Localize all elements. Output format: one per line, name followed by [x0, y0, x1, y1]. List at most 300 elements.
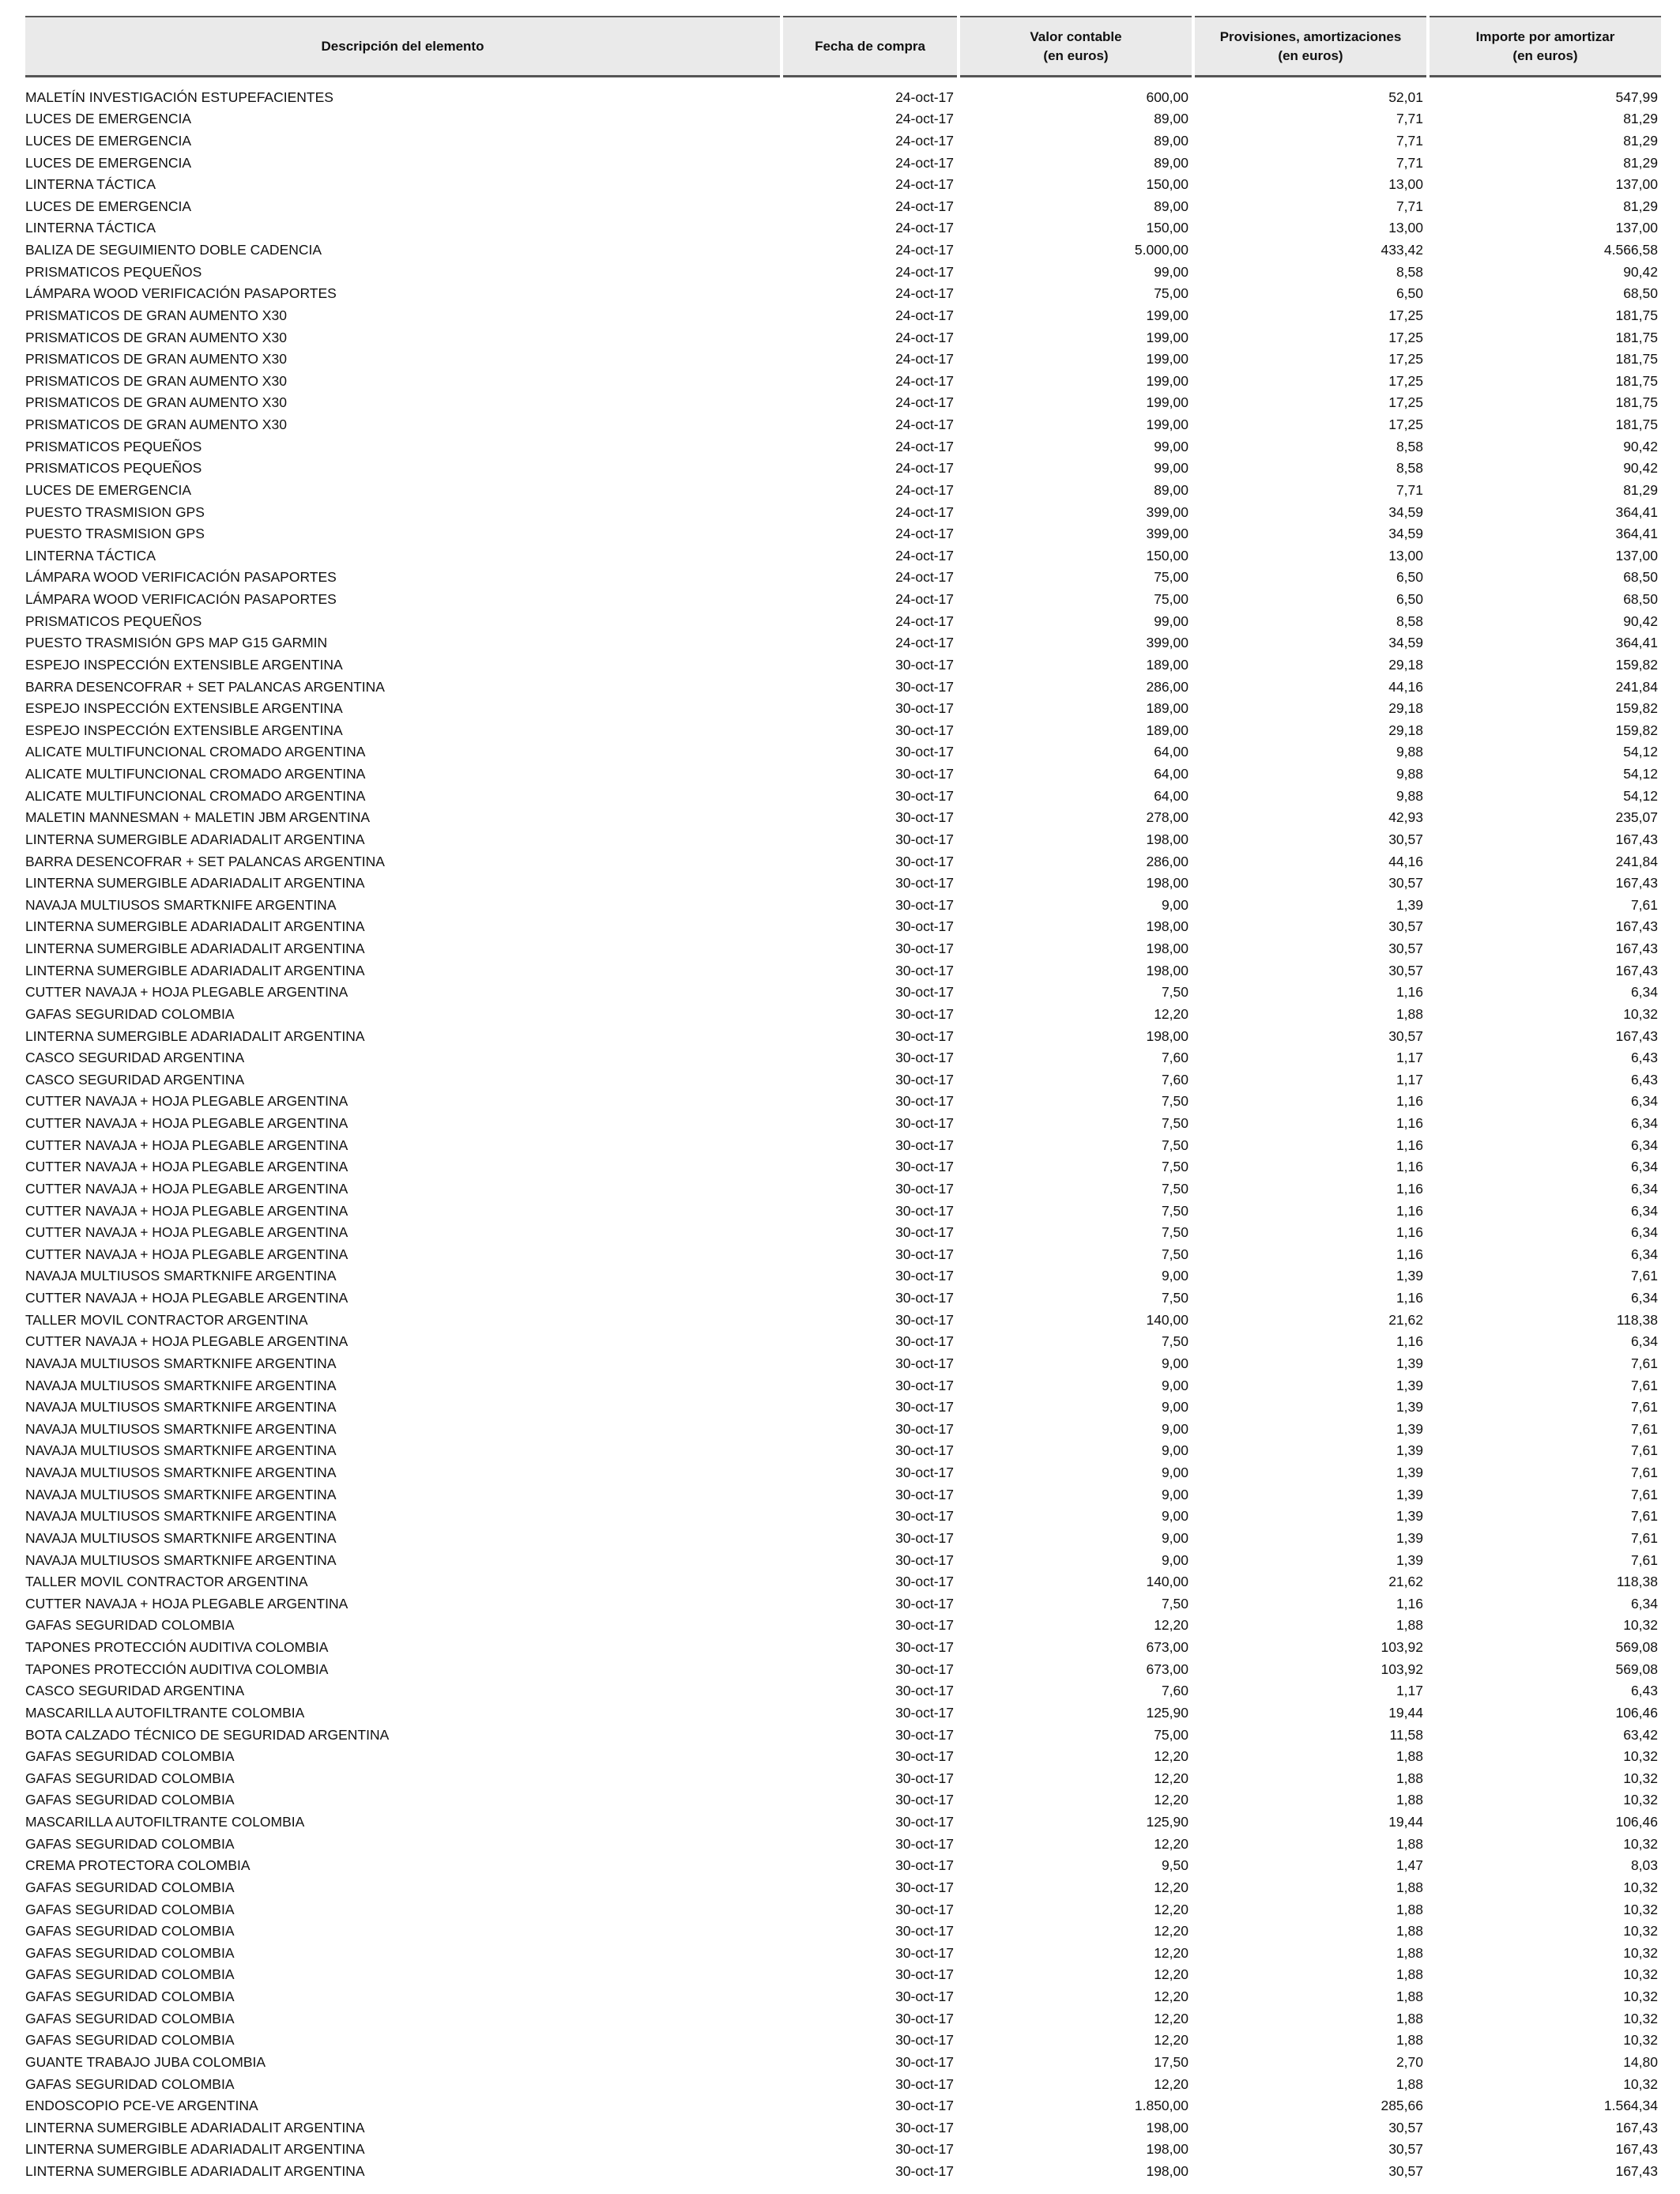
book-value: 199,00 — [1146, 372, 1188, 389]
purchase-date: 30-oct-17 — [895, 1529, 954, 1546]
table-row — [25, 782, 1661, 804]
table-row — [25, 1982, 1661, 2004]
purchase-date: 30-oct-17 — [895, 1595, 954, 1612]
purchase-date: 30-oct-17 — [895, 1989, 954, 2004]
remaining-value: 167,43 — [1615, 2141, 1658, 2158]
table-row — [25, 1262, 1661, 1284]
item-description: GAFAS SEGURIDAD COLOMBIA — [25, 1835, 235, 1852]
item-description: LINTERNA SUMERGIBLE ADARIADALIT ARGENTINA — [25, 875, 365, 892]
table-row — [25, 1458, 1661, 1480]
remaining-value: 54,12 — [1623, 744, 1658, 760]
book-value: 189,00 — [1146, 700, 1188, 717]
remaining-value: 68,50 — [1623, 569, 1658, 586]
remaining-value: 8,03 — [1630, 1857, 1658, 1874]
book-value: 75,00 — [1154, 285, 1188, 302]
provisions: 1,88 — [1396, 1792, 1423, 1808]
remaining-value: 7,61 — [1630, 896, 1658, 913]
item-description: PRISMATICOS PEQUEÑOS — [25, 460, 202, 477]
provisions: 17,25 — [1388, 394, 1423, 411]
purchase-date: 30-oct-17 — [895, 1399, 954, 1416]
table-row — [25, 978, 1661, 1001]
table-row — [25, 301, 1661, 323]
purchase-date: 30-oct-17 — [895, 1465, 954, 1480]
book-value: 199,00 — [1146, 351, 1188, 368]
purchase-date: 30-oct-17 — [895, 1814, 954, 1830]
purchase-date: 30-oct-17 — [895, 1923, 954, 1940]
provisions: 1,16 — [1396, 1137, 1423, 1153]
table-row — [25, 1524, 1661, 1546]
book-value: 64,00 — [1154, 766, 1188, 782]
purchase-date: 30-oct-17 — [895, 1137, 954, 1153]
book-value: 198,00 — [1146, 875, 1188, 892]
book-value: 12,20 — [1154, 1901, 1188, 1917]
table-row — [25, 1219, 1661, 1241]
book-value: 12,20 — [1154, 1792, 1188, 1808]
purchase-date: 24-oct-17 — [895, 438, 954, 454]
remaining-value: 7,61 — [1630, 1355, 1658, 1371]
header-book-value-line2: (en euros) — [1043, 47, 1109, 63]
book-value: 99,00 — [1154, 263, 1188, 280]
provisions: 1,39 — [1396, 1529, 1423, 1546]
book-value: 9,00 — [1161, 1551, 1188, 1568]
remaining-value: 569,08 — [1615, 1639, 1658, 1655]
item-description: CUTTER NAVAJA + HOJA PLEGABLE ARGENTINA — [25, 1159, 348, 1175]
item-description: NAVAJA MULTIUSOS SMARTKNIFE ARGENTINA — [25, 1529, 337, 1546]
header-provisions — [1195, 16, 1426, 77]
remaining-value: 167,43 — [1615, 962, 1658, 978]
book-value: 7,50 — [1161, 1180, 1188, 1197]
book-value: 75,00 — [1154, 591, 1188, 607]
table-row — [25, 695, 1661, 717]
provisions: 1,39 — [1396, 1420, 1423, 1437]
provisions: 30,57 — [1388, 2119, 1423, 2136]
remaining-value: 54,12 — [1623, 766, 1658, 782]
table-row — [25, 760, 1661, 782]
book-value: 140,00 — [1146, 1311, 1188, 1328]
provisions: 7,71 — [1396, 111, 1423, 127]
item-description: GAFAS SEGURIDAD COLOMBIA — [25, 1005, 235, 1022]
table-row — [25, 1939, 1661, 1961]
remaining-value: 6,34 — [1630, 1595, 1658, 1612]
table-row — [25, 847, 1661, 869]
table-row — [25, 105, 1661, 127]
remaining-value: 10,32 — [1623, 1989, 1658, 2004]
remaining-value: 159,82 — [1615, 700, 1658, 717]
remaining-value: 68,50 — [1623, 285, 1658, 302]
purchase-date: 30-oct-17 — [895, 744, 954, 760]
remaining-value: 181,75 — [1615, 351, 1658, 368]
purchase-date: 30-oct-17 — [895, 1574, 954, 1590]
provisions: 1,39 — [1396, 1355, 1423, 1371]
header-remaining-line2: (en euros) — [1512, 47, 1578, 63]
purchase-date: 30-oct-17 — [895, 766, 954, 782]
table-row — [25, 1109, 1661, 1131]
item-description: LINTERNA SUMERGIBLE ADARIADALIT ARGENTINA — [25, 2141, 365, 2158]
book-value: 75,00 — [1154, 1726, 1188, 1743]
provisions: 1,88 — [1396, 1879, 1423, 1895]
provisions: 17,25 — [1388, 351, 1423, 368]
item-description: MASCARILLA AUTOFILTRANTE COLOMBIA — [25, 1704, 305, 1721]
purchase-date: 24-oct-17 — [895, 285, 954, 302]
purchase-date: 30-oct-17 — [895, 1224, 954, 1241]
remaining-value: 159,82 — [1615, 656, 1658, 673]
purchase-date: 30-oct-17 — [895, 2098, 954, 2114]
item-description: MALETIN MANNESMAN + MALETIN JBM ARGENTINA — [25, 809, 371, 826]
provisions: 1,17 — [1396, 1050, 1423, 1066]
remaining-value: 10,32 — [1623, 1901, 1658, 1917]
book-value: 75,00 — [1154, 569, 1188, 586]
purchase-date: 30-oct-17 — [895, 1683, 954, 1699]
table-row — [25, 541, 1661, 564]
purchase-date: 30-oct-17 — [895, 1901, 954, 1917]
book-value: 99,00 — [1154, 460, 1188, 477]
remaining-value: 68,50 — [1623, 591, 1658, 607]
book-value: 399,00 — [1146, 503, 1188, 520]
item-description: GAFAS SEGURIDAD COLOMBIA — [25, 2032, 235, 2049]
provisions: 1,17 — [1396, 1071, 1423, 1088]
purchase-date: 24-oct-17 — [895, 481, 954, 498]
remaining-value: 241,84 — [1615, 678, 1658, 695]
provisions: 1,88 — [1396, 2075, 1423, 2092]
purchase-date: 30-oct-17 — [895, 2010, 954, 2026]
provisions: 2,70 — [1396, 2053, 1423, 2070]
item-description: LINTERNA SUMERGIBLE ADARIADALIT ARGENTINA — [25, 831, 365, 847]
provisions: 21,62 — [1388, 1574, 1423, 1590]
table-row — [25, 913, 1661, 935]
provisions: 1,16 — [1396, 1595, 1423, 1612]
remaining-value: 10,32 — [1623, 2010, 1658, 2026]
book-value: 12,20 — [1154, 1944, 1188, 1961]
book-value: 189,00 — [1146, 722, 1188, 738]
remaining-value: 10,32 — [1623, 1005, 1658, 1022]
header-provisions-line1: Provisiones, amortizaciones — [1219, 28, 1402, 44]
remaining-value: 364,41 — [1615, 503, 1658, 520]
book-value: 9,00 — [1161, 1355, 1188, 1371]
book-value: 12,20 — [1154, 1966, 1188, 1983]
book-value: 198,00 — [1146, 1027, 1188, 1044]
provisions: 1,88 — [1396, 1923, 1423, 1940]
table-row — [25, 1328, 1661, 1350]
purchase-date: 30-oct-17 — [895, 2163, 954, 2179]
provisions: 29,18 — [1388, 656, 1423, 673]
table-row — [25, 1437, 1661, 1459]
purchase-date: 24-oct-17 — [895, 176, 954, 193]
item-description: BOTA CALZADO TÉCNICO DE SEGURIDAD ARGENTINA — [25, 1726, 390, 1743]
purchase-date: 30-oct-17 — [895, 2032, 954, 2049]
item-description: NAVAJA MULTIUSOS SMARTKNIFE ARGENTINA — [25, 896, 337, 913]
table-row — [25, 1174, 1661, 1197]
book-value: 278,00 — [1146, 809, 1188, 826]
purchase-date: 30-oct-17 — [895, 1486, 954, 1502]
purchase-date: 30-oct-17 — [895, 678, 954, 695]
purchase-date: 24-oct-17 — [895, 503, 954, 520]
remaining-value: 10,32 — [1623, 2032, 1658, 2049]
item-description: PRISMATICOS DE GRAN AUMENTO X30 — [25, 307, 287, 323]
remaining-value: 118,38 — [1616, 1311, 1658, 1328]
item-description: TALLER MOVIL CONTRACTOR ARGENTINA — [25, 1311, 308, 1328]
table-row — [25, 1743, 1661, 1765]
book-value: 12,20 — [1154, 2032, 1188, 2049]
remaining-value: 63,42 — [1623, 1726, 1658, 1743]
remaining-value: 181,75 — [1615, 307, 1658, 323]
item-description: CASCO SEGURIDAD ARGENTINA — [25, 1683, 245, 1699]
provisions: 13,00 — [1388, 547, 1423, 564]
book-value: 64,00 — [1154, 787, 1188, 804]
purchase-date: 24-oct-17 — [895, 89, 954, 105]
table-row — [25, 585, 1661, 607]
item-description: ALICATE MULTIFUNCIONAL CROMADO ARGENTINA — [25, 787, 366, 804]
provisions: 1,88 — [1396, 2010, 1423, 2026]
remaining-value: 10,32 — [1623, 1617, 1658, 1634]
provisions: 42,93 — [1388, 809, 1423, 826]
asset-table — [22, 16, 1664, 2179]
book-value: 7,50 — [1161, 984, 1188, 1001]
purchase-date: 30-oct-17 — [895, 1333, 954, 1350]
item-description: CUTTER NAVAJA + HOJA PLEGABLE ARGENTINA — [25, 1180, 348, 1197]
remaining-value: 7,61 — [1630, 1268, 1658, 1284]
purchase-date: 30-oct-17 — [895, 1202, 954, 1219]
provisions: 17,25 — [1388, 307, 1423, 323]
table-row — [25, 934, 1661, 956]
item-description: CASCO SEGURIDAD ARGENTINA — [25, 1050, 245, 1066]
remaining-value: 90,42 — [1623, 438, 1658, 454]
remaining-value: 181,75 — [1615, 372, 1658, 389]
book-value: 198,00 — [1146, 2119, 1188, 2136]
purchase-date: 30-oct-17 — [895, 1508, 954, 1525]
item-description: LINTERNA SUMERGIBLE ADARIADALIT ARGENTINA — [25, 918, 365, 935]
purchase-date: 30-oct-17 — [895, 700, 954, 717]
purchase-date: 30-oct-17 — [895, 1966, 954, 1983]
item-description: CASCO SEGURIDAD ARGENTINA — [25, 1071, 245, 1088]
purchase-date: 30-oct-17 — [895, 1268, 954, 1284]
item-description: LINTERNA TÁCTICA — [25, 547, 156, 564]
item-description: CUTTER NAVAJA + HOJA PLEGABLE ARGENTINA — [25, 1202, 348, 1219]
provisions: 1,88 — [1396, 1835, 1423, 1852]
table-row — [25, 564, 1661, 586]
purchase-date: 24-oct-17 — [895, 372, 954, 389]
remaining-value: 4.566,58 — [1603, 242, 1658, 258]
remaining-value: 106,46 — [1615, 1814, 1658, 1830]
purchase-date: 30-oct-17 — [895, 1879, 954, 1895]
item-description: NAVAJA MULTIUSOS SMARTKNIFE ARGENTINA — [25, 1399, 337, 1416]
table-row — [25, 1022, 1661, 1044]
remaining-value: 137,00 — [1615, 220, 1658, 236]
table-row — [25, 1612, 1661, 1634]
item-description: NAVAJA MULTIUSOS SMARTKNIFE ARGENTINA — [25, 1551, 337, 1568]
table-row — [25, 1284, 1661, 1306]
provisions: 1,39 — [1396, 1486, 1423, 1502]
item-description: PRISMATICOS PEQUEÑOS — [25, 613, 202, 629]
item-description: PUESTO TRASMISION GPS — [25, 503, 205, 520]
remaining-value: 90,42 — [1623, 613, 1658, 629]
provisions: 11,58 — [1389, 1726, 1423, 1743]
table-row — [25, 345, 1661, 368]
provisions: 9,88 — [1396, 766, 1423, 782]
book-value: 89,00 — [1154, 111, 1188, 127]
remaining-value: 7,61 — [1630, 1442, 1658, 1459]
table-row — [25, 2026, 1661, 2049]
table-header — [25, 16, 1661, 83]
remaining-value: 167,43 — [1615, 831, 1658, 847]
item-description: GAFAS SEGURIDAD COLOMBIA — [25, 2010, 235, 2026]
purchase-date: 30-oct-17 — [895, 1180, 954, 1197]
item-description: CUTTER NAVAJA + HOJA PLEGABLE ARGENTINA — [25, 1333, 348, 1350]
table-row — [25, 2048, 1661, 2070]
purchase-date: 30-oct-17 — [895, 2075, 954, 2092]
table-row — [25, 2004, 1661, 2026]
item-description: PRISMATICOS DE GRAN AUMENTO X30 — [25, 394, 287, 411]
provisions: 21,62 — [1388, 1311, 1423, 1328]
purchase-date: 30-oct-17 — [895, 1661, 954, 1677]
item-description: LUCES DE EMERGENCIA — [25, 481, 192, 498]
book-value: 7,60 — [1161, 1071, 1188, 1088]
table-row — [25, 2092, 1661, 2114]
item-description: BALIZA DE SEGUIMIENTO DOBLE CADENCIA — [25, 242, 322, 258]
book-value: 198,00 — [1146, 941, 1188, 956]
provisions: 19,44 — [1388, 1704, 1423, 1721]
purchase-date: 30-oct-17 — [895, 1050, 954, 1066]
provisions: 8,58 — [1396, 438, 1423, 454]
table-row — [25, 1044, 1661, 1066]
purchase-date: 30-oct-17 — [895, 1726, 954, 1743]
remaining-value: 167,43 — [1615, 941, 1658, 956]
item-description: LUCES DE EMERGENCIA — [25, 111, 192, 127]
provisions: 44,16 — [1388, 853, 1423, 869]
table-row — [25, 410, 1661, 432]
table-row — [25, 323, 1661, 345]
item-description: CUTTER NAVAJA + HOJA PLEGABLE ARGENTINA — [25, 1224, 348, 1241]
table-row — [25, 804, 1661, 826]
book-value: 9,50 — [1161, 1857, 1188, 1874]
item-description: CUTTER NAVAJA + HOJA PLEGABLE ARGENTINA — [25, 1290, 348, 1306]
book-value: 600,00 — [1146, 89, 1188, 105]
purchase-date: 24-oct-17 — [895, 263, 954, 280]
remaining-value: 81,29 — [1623, 154, 1658, 171]
book-value: 7,50 — [1161, 1159, 1188, 1175]
table-row — [25, 520, 1661, 542]
table-row — [25, 869, 1661, 892]
provisions: 6,50 — [1396, 569, 1423, 586]
book-value: 7,60 — [1161, 1683, 1188, 1699]
provisions: 1,39 — [1396, 1399, 1423, 1416]
purchase-date: 30-oct-17 — [895, 1027, 954, 1044]
table-row — [25, 1764, 1661, 1786]
table-row — [25, 1873, 1661, 1895]
purchase-date: 30-oct-17 — [895, 1835, 954, 1852]
remaining-value: 137,00 — [1615, 547, 1658, 564]
book-value: 9,00 — [1161, 1268, 1188, 1284]
purchase-date: 30-oct-17 — [895, 809, 954, 826]
remaining-value: 241,84 — [1615, 853, 1658, 869]
table-row — [25, 171, 1661, 193]
remaining-value: 118,38 — [1616, 1574, 1658, 1590]
table-row — [25, 2136, 1661, 2158]
header-remaining-line1: Importe por amortizar — [1475, 28, 1615, 44]
purchase-date: 30-oct-17 — [895, 1159, 954, 1175]
table-row — [25, 192, 1661, 214]
provisions: 1,39 — [1396, 896, 1423, 913]
purchase-date: 30-oct-17 — [895, 1377, 954, 1393]
remaining-value: 10,32 — [1623, 1879, 1658, 1895]
provisions: 13,00 — [1388, 176, 1423, 193]
provisions: 1,88 — [1396, 1617, 1423, 1634]
item-description: LUCES DE EMERGENCIA — [25, 132, 192, 149]
purchase-date: 30-oct-17 — [895, 1311, 954, 1328]
book-value: 12,20 — [1154, 1835, 1188, 1852]
header-remaining — [1430, 16, 1661, 77]
remaining-value: 106,46 — [1615, 1704, 1658, 1721]
purchase-date: 24-oct-17 — [895, 329, 954, 345]
item-description: CUTTER NAVAJA + HOJA PLEGABLE ARGENTINA — [25, 1595, 348, 1612]
table-row — [25, 1065, 1661, 1088]
provisions: 30,57 — [1388, 831, 1423, 847]
remaining-value: 7,61 — [1630, 1465, 1658, 1480]
purchase-date: 30-oct-17 — [895, 1617, 954, 1634]
table-row — [25, 1371, 1661, 1393]
table-row — [25, 1393, 1661, 1416]
book-value: 5.000,00 — [1134, 242, 1188, 258]
book-value: 150,00 — [1146, 547, 1188, 564]
item-description: LÁMPARA WOOD VERIFICACIÓN PASAPORTES — [25, 285, 337, 302]
provisions: 7,71 — [1396, 481, 1423, 498]
item-description: LUCES DE EMERGENCIA — [25, 154, 192, 171]
book-value: 12,20 — [1154, 1770, 1188, 1786]
table-row — [25, 1349, 1661, 1371]
header-book-value-line1: Valor contable — [1030, 28, 1122, 44]
provisions: 17,25 — [1388, 329, 1423, 345]
remaining-value: 6,34 — [1630, 1333, 1658, 1350]
book-value: 198,00 — [1146, 2141, 1188, 2158]
table-row — [25, 1786, 1661, 1808]
header-purchase-date: Fecha de compra — [783, 16, 957, 77]
item-description: CUTTER NAVAJA + HOJA PLEGABLE ARGENTINA — [25, 984, 348, 1001]
item-description: TAPONES PROTECCIÓN AUDITIVA COLOMBIA — [25, 1661, 329, 1677]
provisions: 30,57 — [1388, 962, 1423, 978]
book-value: 140,00 — [1146, 1574, 1188, 1590]
table-row — [25, 825, 1661, 847]
provisions: 1,39 — [1396, 1508, 1423, 1525]
provisions: 1,16 — [1396, 1202, 1423, 1219]
remaining-value: 6,43 — [1630, 1071, 1658, 1088]
purchase-date: 24-oct-17 — [895, 569, 954, 586]
remaining-value: 6,34 — [1630, 1180, 1658, 1197]
remaining-value: 7,61 — [1630, 1399, 1658, 1416]
provisions: 103,92 — [1381, 1661, 1423, 1677]
table-row — [25, 1197, 1661, 1219]
item-description: LUCES DE EMERGENCIA — [25, 198, 192, 214]
item-description: LINTERNA SUMERGIBLE ADARIADALIT ARGENTINA — [25, 1027, 365, 1044]
book-value: 89,00 — [1154, 198, 1188, 214]
table-row — [25, 1088, 1661, 1110]
table-row — [25, 2070, 1661, 2092]
table-row — [25, 673, 1661, 695]
purchase-date: 24-oct-17 — [895, 526, 954, 542]
purchase-date: 30-oct-17 — [895, 1639, 954, 1655]
provisions: 30,57 — [1388, 2141, 1423, 2158]
purchase-date: 30-oct-17 — [895, 656, 954, 673]
book-value: 150,00 — [1146, 176, 1188, 193]
table-row — [25, 1415, 1661, 1437]
remaining-value: 6,34 — [1630, 1115, 1658, 1131]
table-row — [25, 1852, 1661, 1874]
book-value: 7,60 — [1161, 1050, 1188, 1066]
table-row — [25, 258, 1661, 280]
provisions: 19,44 — [1388, 1814, 1423, 1830]
table-row — [25, 236, 1661, 258]
item-description: PUESTO TRASMISION GPS — [25, 526, 205, 542]
purchase-date: 30-oct-17 — [895, 1246, 954, 1262]
item-description: LINTERNA SUMERGIBLE ADARIADALIT ARGENTINA — [25, 2119, 365, 2136]
